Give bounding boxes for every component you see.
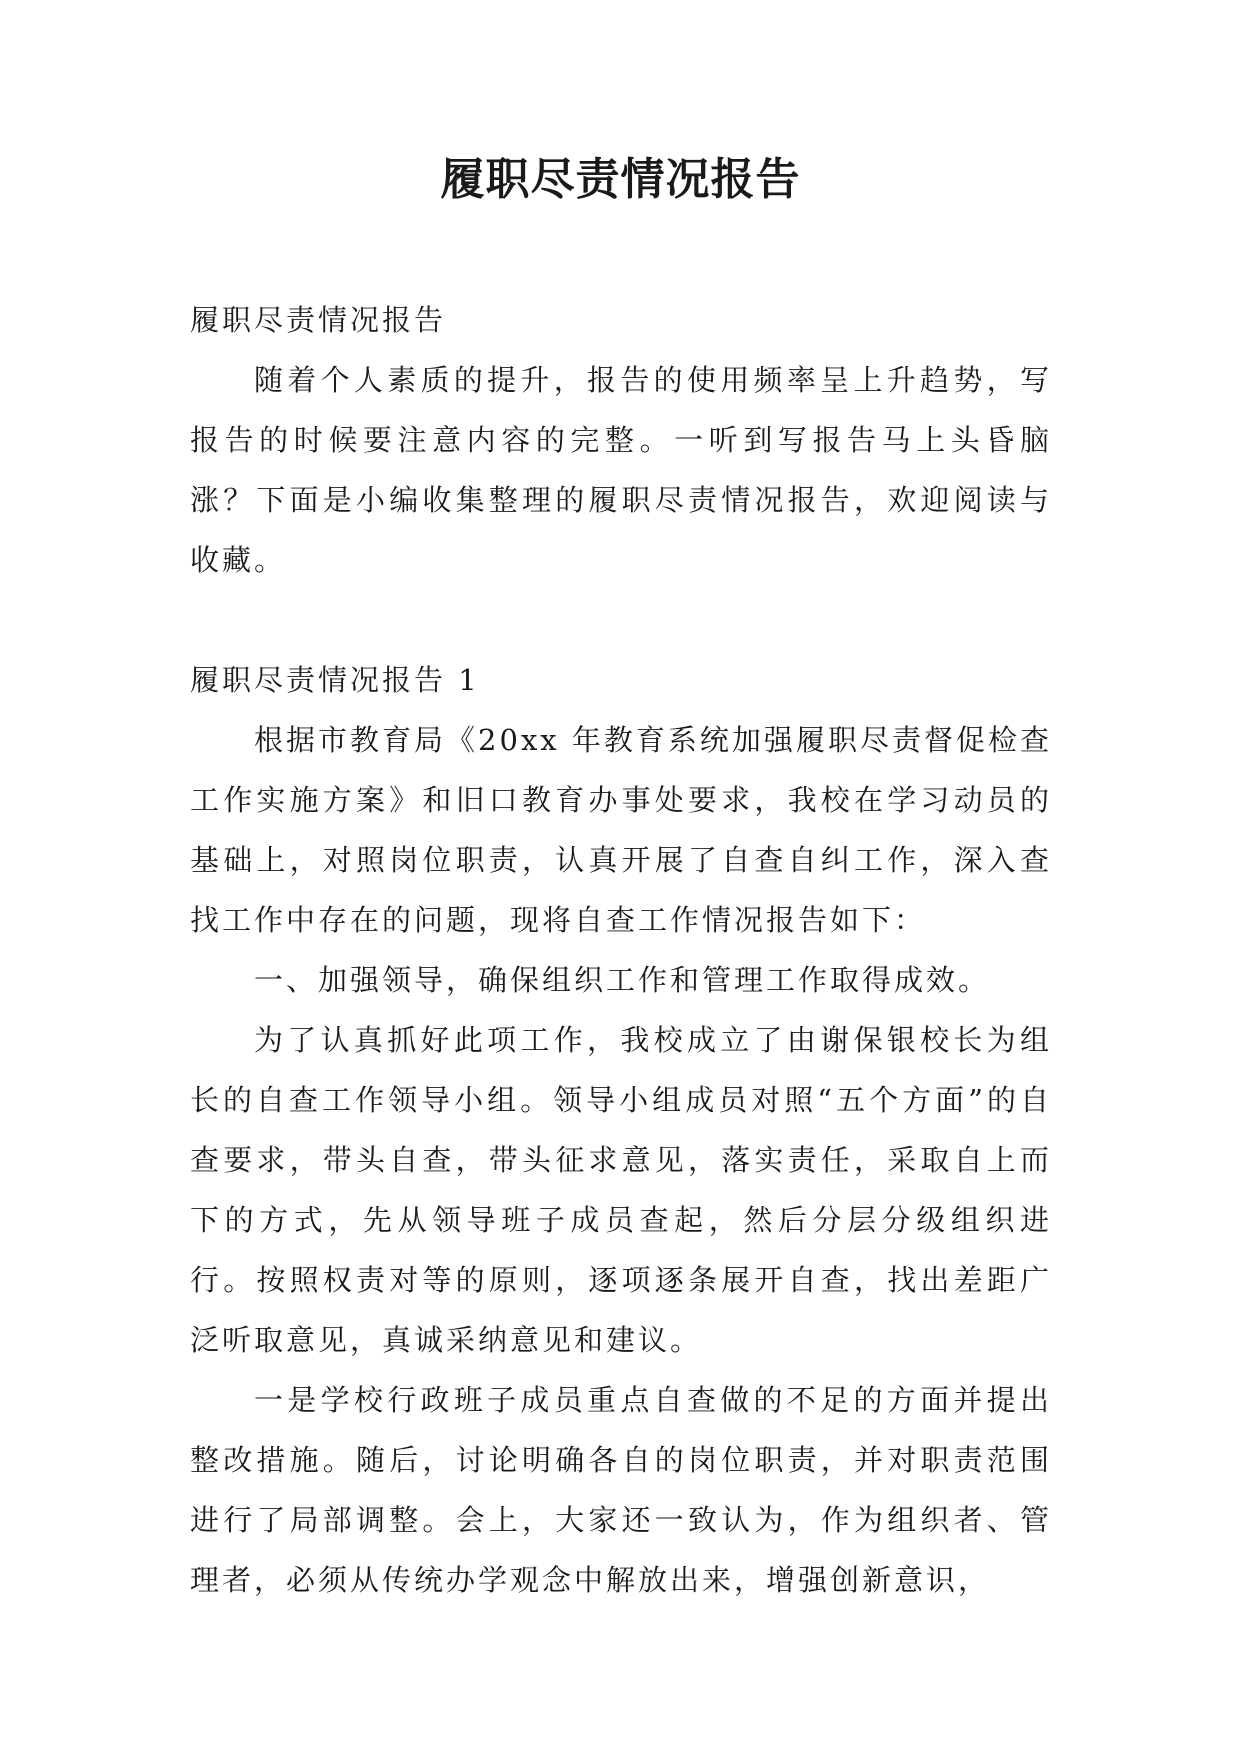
document-body — [190, 290, 1052, 1610]
body-paragraph: 一、加强领导，确保组织工作和管理工作取得成效。 — [254, 963, 991, 997]
body-paragraph: 根据市教育局《20xx 年教育系统加强履职尽责督促检查工作实施方案》和旧口教育办事处要求，我校在学习动员的基础上，对照岗位职责，认真开展了自查自纠工作，深入查找工作中存在的问题，现将自查工作情况报告如下： — [190, 723, 1052, 937]
intro-heading: 履职尽责情况报告 — [190, 303, 447, 337]
body-paragraph: 为了认真抓好此项工作，我校成立了由谢保银校长为组长的自查工作领导小组。领导小组成员对照“五个方面”的自查要求，带头自查，带头征求意见，落实责任，采取自上而下的方式，先从领导班子成员查起，然后分层分级组织进行。按照权责对等的原则，逐项逐条展开自查，找出差距广泛听取意见，真诚采纳意见和建议。 — [190, 1023, 1052, 1357]
section-heading-1: 履职尽责情况报告 1 — [190, 663, 480, 697]
document-title: 履职尽责情况报告 — [440, 154, 801, 205]
body-paragraph: 一是学校行政班子成员重点自查做的不足的方面并提出整改措施。随后，讨论明确各自的岗位职责，并对职责范围进行了局部调整。会上，大家还一致认为，作为组织者、管理者，必须从传统办学观念中解放出来，增强创新意识， — [190, 1383, 1052, 1597]
intro-paragraph: 随着个人素质的提升，报告的使用频率呈上升趋势，写报告的时候要注意内容的完整。一听到写报告马上头昏脑涨？下面是小编收集整理的履职尽责情况报告，欢迎阅读与收藏。 — [190, 363, 1052, 577]
section-gap — [190, 590, 1052, 650]
